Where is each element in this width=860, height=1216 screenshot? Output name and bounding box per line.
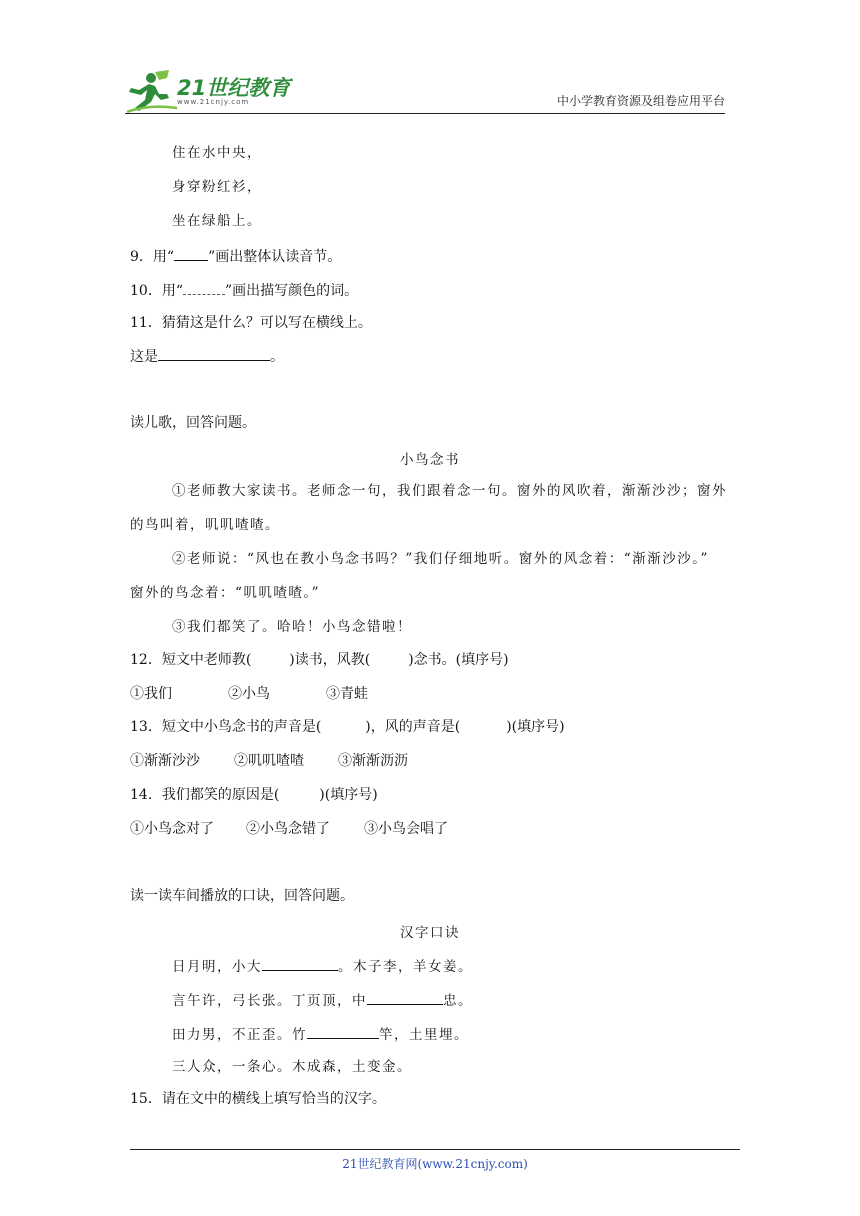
question-15: 15．请在文中的横线上填写恰当的汉字。: [130, 1091, 386, 1107]
rhyme-line-1-b: 。木子李，羊女姜。: [338, 959, 473, 975]
footer-divider: [130, 1149, 740, 1150]
q14-part-a: 14．我们都笑的原因是(: [130, 787, 280, 803]
question-10: [130, 280, 358, 300]
q10-pre: 用“: [161, 283, 183, 299]
q10-number: 10．: [130, 283, 162, 299]
q12-option-2: ②小鸟: [228, 686, 270, 702]
q10-post: ”画出描写颜色的词。: [225, 283, 359, 299]
q12-part-a: 12．短文中老师教(: [130, 652, 252, 668]
question-14: [130, 786, 378, 804]
q11-answer-line: [130, 346, 284, 366]
q9-pre: 用“: [152, 249, 175, 265]
rhyme-line-1: [172, 956, 473, 976]
rhyme-line-2-a: 言午许，弓长张。丁页顶，中: [172, 993, 367, 1009]
q13-part-b: )，风的声音是(: [365, 719, 461, 735]
logo-text: 21世纪教育: [177, 76, 291, 100]
footer-link[interactable]: 21世纪教育网(www.21cnjy.com): [342, 1157, 528, 1171]
rhyme-line-4: 三人众，一条心。木成森，土变金。: [172, 1059, 412, 1075]
section-2-title: 小鸟念书: [400, 452, 460, 468]
q13-part-a: 13．短文中小鸟念书的声音是(: [130, 719, 322, 735]
q9-post: ”画出整体认读音节。: [208, 249, 342, 265]
q11-answer-post: 。: [270, 349, 284, 365]
passage-p2-line1: ②老师说：“风也在教小鸟念书吗？”我们仔细地听。窗外的风念着：“渐渐沙沙。”: [172, 551, 709, 567]
rhyme-line-3: [172, 1024, 469, 1044]
rhyme-line-3-a: 田力男，不正歪。竹: [172, 1027, 307, 1043]
rhyme-line-1-a: 日月明，小大: [172, 959, 262, 975]
passage-p2-line2: 窗外的鸟念着：“叽叽喳喳。”: [130, 585, 321, 601]
q14-option-3: ③小鸟会唱了: [364, 821, 448, 837]
rhyme-blank-3[interactable]: [307, 1024, 379, 1039]
poem-line-2: 身穿粉红衫，: [172, 179, 262, 195]
q11-answer-pre: 这是: [130, 349, 158, 365]
question-9: [130, 246, 341, 266]
question-12: [130, 651, 509, 669]
rhyme-blank-2[interactable]: [367, 990, 443, 1005]
question-11: 11．猜猜这是什么？可以写在横线上。: [130, 315, 372, 331]
q13-option-1: ①渐渐沙沙: [130, 753, 200, 769]
rhyme-line-2: [172, 990, 473, 1010]
passage-p3: ③我们都笑了。哈哈！小鸟念错啦！: [172, 619, 412, 635]
q12-part-c: )念书。(填序号): [408, 652, 509, 668]
q13-options: [130, 752, 408, 770]
section-3-intro: 读一读车间播放的口诀，回答问题。: [130, 888, 354, 904]
q14-options: [130, 820, 448, 838]
question-13: [130, 718, 565, 736]
q12-option-3: ③青蛙: [326, 686, 368, 702]
runner-logo-icon: [125, 68, 179, 114]
platform-name: 中小学教育资源及组卷应用平台: [556, 94, 725, 108]
rhyme-blank-1[interactable]: [262, 956, 338, 971]
q12-part-b: )读书，风教(: [289, 652, 371, 668]
q12-option-1: ①我们: [130, 686, 172, 702]
q9-underline-sample: [174, 246, 208, 261]
passage-p1-line2: 的鸟叫着，叽叽喳喳。: [130, 517, 280, 533]
section-2-intro: 读儿歌，回答问题。: [130, 415, 256, 431]
poem-line-3: 坐在绿船上。: [172, 213, 262, 229]
logo-url: www.21cnjy.com: [177, 98, 250, 106]
q13-option-2: ②叽叽喳喳: [234, 753, 304, 769]
q14-option-2: ②小鸟念错了: [246, 821, 330, 837]
q12-options: [130, 685, 368, 703]
site-logo: [125, 68, 295, 114]
q13-option-3: ③渐渐沥沥: [338, 753, 408, 769]
passage-p1-line1: ①老师教大家读书。老师念一句，我们跟着念一句。窗外的风吹着，渐渐沙沙；窗外: [172, 483, 727, 499]
q14-option-1: ①小鸟念对了: [130, 821, 214, 837]
rhyme-line-3-b: 竿，土里埋。: [379, 1027, 469, 1043]
q14-part-b: )(填序号): [319, 787, 378, 803]
rhyme-line-2-b: 忠。: [443, 993, 473, 1009]
page-header: [125, 62, 725, 114]
section-3-title: 汉字口诀: [400, 925, 460, 941]
poem-line-1: 住在水中央，: [172, 145, 262, 161]
q9-number: 9．: [130, 249, 153, 265]
q11-answer-blank[interactable]: [158, 346, 270, 361]
q10-underline-sample: [183, 280, 225, 295]
q13-part-c: )(填序号): [506, 719, 565, 735]
header-divider: [125, 113, 725, 114]
